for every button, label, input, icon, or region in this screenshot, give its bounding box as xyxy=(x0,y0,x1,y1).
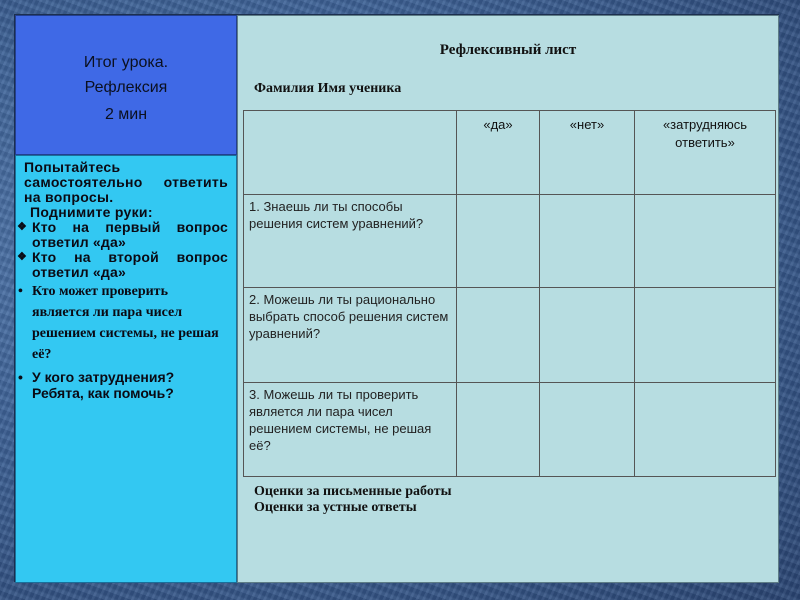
intro-instruction: Попытайтесь самостоятельно ответить на вопросы. xyxy=(24,159,228,205)
summary-title-line1: Итог урока. xyxy=(83,54,169,71)
reflection-sheet-panel xyxy=(237,15,779,583)
question-text-4: У кого затруднения? Ребята, как помочь? xyxy=(32,369,175,401)
summary-duration: 2 мин xyxy=(104,106,148,123)
header-cell-no: «нет» xyxy=(540,111,635,195)
question-item-4 xyxy=(18,369,228,401)
question-text-1: Кто на первый вопрос ответил «да» xyxy=(32,219,228,250)
intro-text xyxy=(24,160,228,220)
grades-oral-label: Оценки за устные ответы xyxy=(254,500,417,515)
summary-title-line2: Рефлексия xyxy=(84,79,168,96)
question-item-1 xyxy=(17,219,228,250)
diamond-bullet-icon: ❖ xyxy=(17,221,28,233)
header-cell-unsure: «затрудняюсь ответить» xyxy=(635,111,776,195)
question-cell-1: 1. Знаешь ли ты способы решения систем уравнений? xyxy=(244,195,457,288)
answer-cell-unsure[interactable] xyxy=(635,287,776,383)
reflection-table xyxy=(243,110,776,477)
question-text-2: Кто на второй вопрос ответил «да» xyxy=(32,249,228,280)
table-row xyxy=(244,287,776,383)
answer-cell-no[interactable] xyxy=(540,287,635,383)
grades-block xyxy=(254,484,452,516)
lesson-summary-header xyxy=(15,15,237,155)
table-header-row xyxy=(244,111,776,195)
diamond-bullet-icon: ❖ xyxy=(17,251,28,263)
question-cell-2: 2. Можешь ли ты рационально выбрать способ решения систем уравнений? xyxy=(244,287,457,383)
answer-cell-no[interactable] xyxy=(540,195,635,288)
answer-cell-unsure[interactable] xyxy=(635,383,776,477)
answer-cell-yes[interactable] xyxy=(457,287,540,383)
dot-bullet-icon: • xyxy=(18,284,23,299)
answer-cell-yes[interactable] xyxy=(457,383,540,477)
grades-written-label: Оценки за письменные работы xyxy=(254,484,452,499)
student-name-label: Фамилия Имя ученика xyxy=(254,81,402,96)
dot-bullet-icon: • xyxy=(18,369,23,385)
question-cell-3: 3. Можешь ли ты проверить является ли пара чисел решением системы, не решая её? xyxy=(244,383,457,477)
raise-hands-text: Поднимите руки: xyxy=(30,204,153,220)
reflection-questions-panel xyxy=(15,155,237,583)
sheet-title: Рефлексивный лист xyxy=(439,42,577,58)
question-text-3: Кто может проверить является ли пара чисел решением системы, не решая её? xyxy=(32,284,219,362)
header-cell-yes: «да» xyxy=(457,111,540,195)
table-row xyxy=(244,195,776,288)
answer-cell-yes[interactable] xyxy=(457,195,540,288)
table-row xyxy=(244,383,776,477)
header-cell-empty xyxy=(244,111,457,195)
question-item-2 xyxy=(17,249,228,280)
answer-cell-unsure[interactable] xyxy=(635,195,776,288)
question-item-3 xyxy=(18,281,228,365)
answer-cell-no[interactable] xyxy=(540,383,635,477)
